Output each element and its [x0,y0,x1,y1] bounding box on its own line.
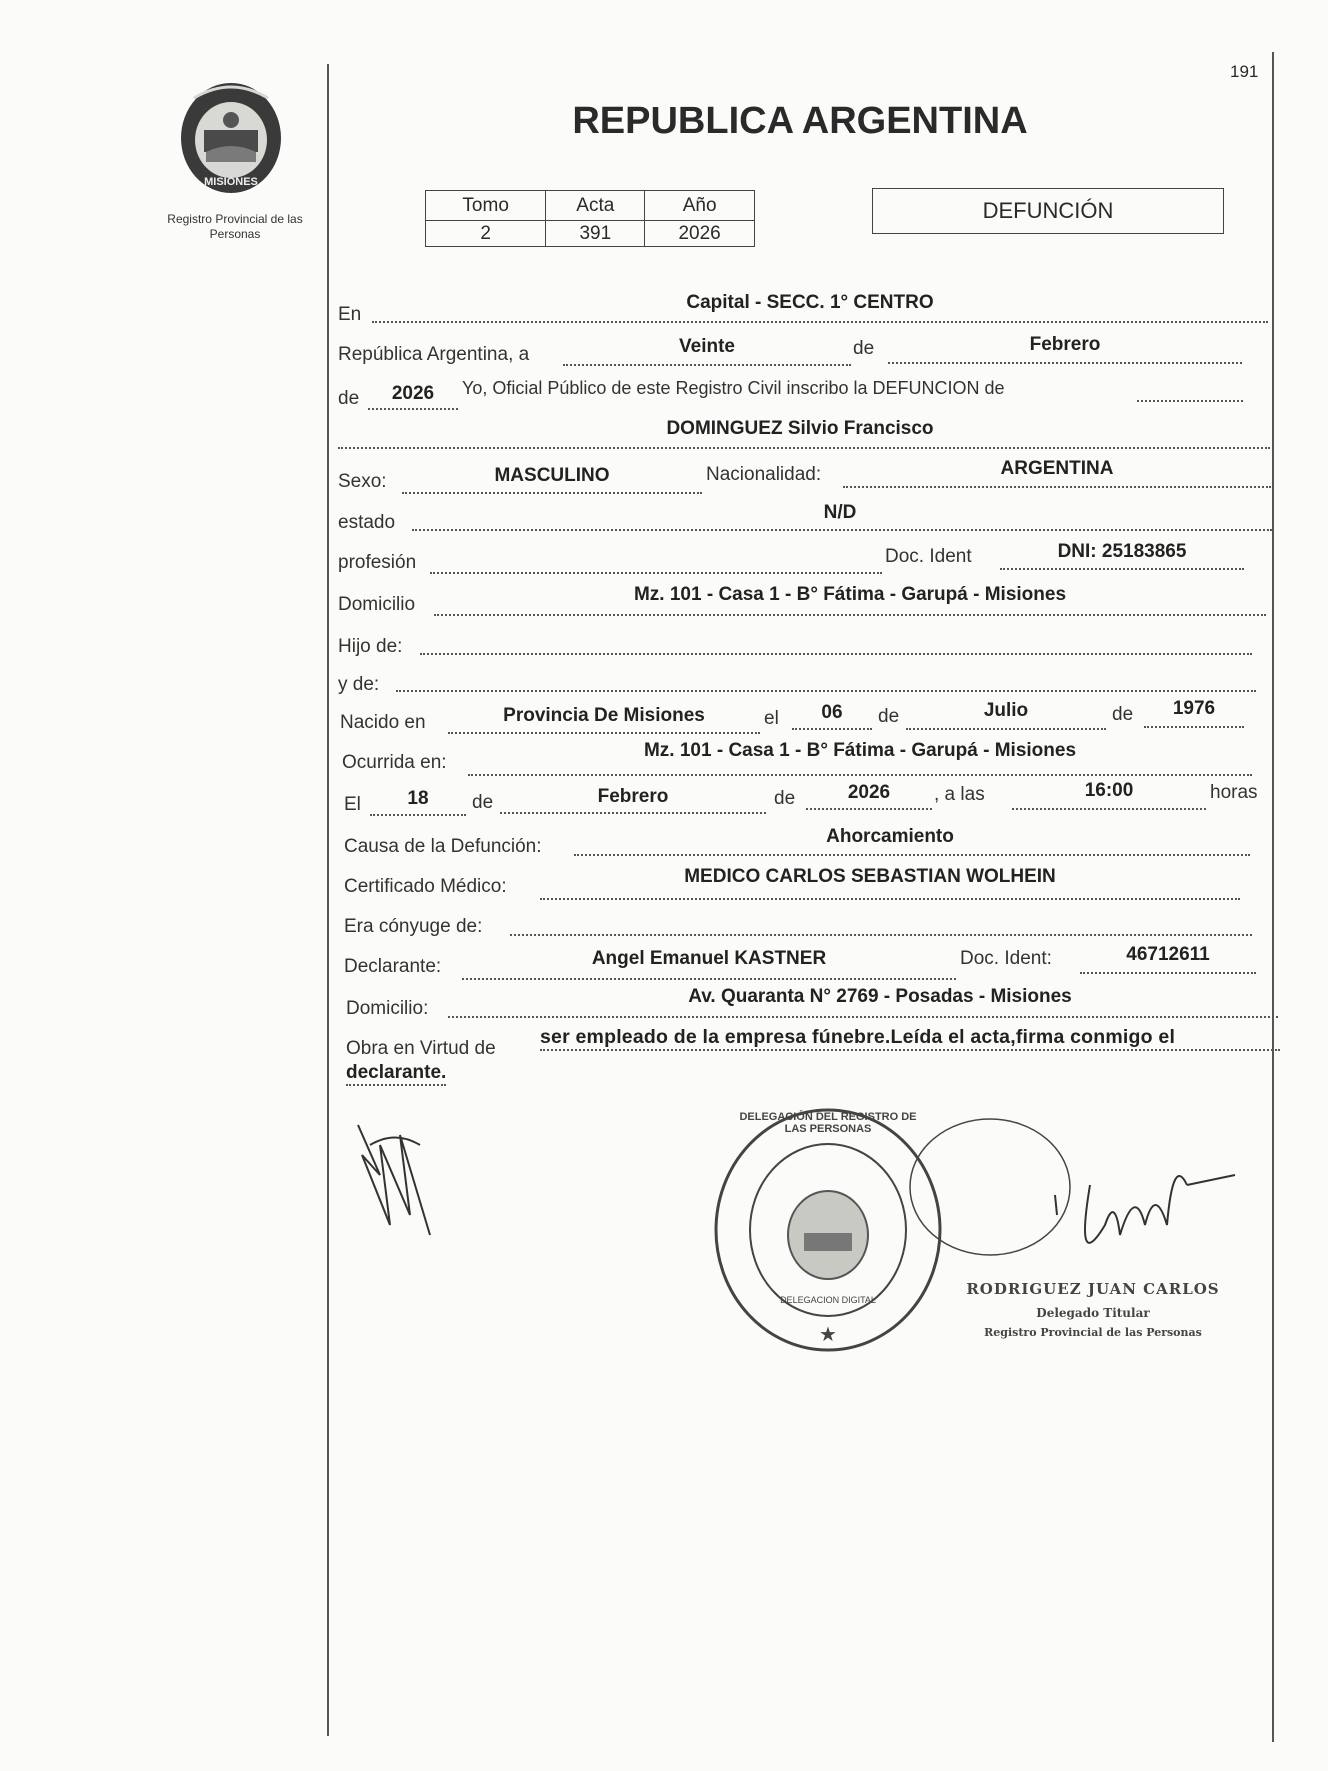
label-estado: estado [338,512,396,533]
label-domicilio-2: Domicilio: [346,998,429,1019]
value-estado: N/D [823,502,857,523]
value-sexo: MASCULINO [494,465,610,486]
line-doc [1000,568,1244,570]
right-margin-rule [1272,52,1274,1742]
label-a-las: , a las [934,784,985,805]
line-ocurrida [468,774,1252,776]
line-fallec-mes [500,812,766,814]
line-anio [368,408,458,410]
stamp-inner-text: DELEGACION DIGITAL [780,1295,876,1305]
label-domicilio: Domicilio [338,594,416,615]
value-fallec-dia: 18 [407,788,429,809]
stamp-ring-text: DELEGACIÓN DEL REGISTRO DE LAS PERSONAS [739,1111,917,1135]
value-nacido-dia: 06 [821,702,843,723]
declarant-signature [350,1115,460,1245]
line-lugar [372,321,1268,323]
label-el-cap: El [344,794,361,815]
label-en: En [338,304,362,325]
value-doc: DNI: 25183865 [1057,541,1187,562]
line-fallec-anio [806,808,932,810]
line-defuncion-de [1137,400,1243,402]
value-nombre: DOMINGUEZ Silvio Francisco [666,418,934,439]
label-certificado: Certificado Médico: [344,876,507,897]
value-anio: 2026 [645,221,755,247]
line-nacido-mes [906,728,1106,730]
value-anio: 2026 [391,383,435,404]
header-anio: Año [645,191,755,221]
value-domicilio: Mz. 101 - Casa 1 - B° Fátima - Garupá - Misiones [633,584,1067,605]
official-name: RODRIGUEZ JUAN CARLOS [966,1280,1220,1298]
value-nacionalidad: ARGENTINA [1000,458,1114,479]
label-de-3: de [878,706,900,727]
line-nacido-lugar [448,732,760,734]
line-profesion [430,572,882,574]
line-declarante-domicilio [448,1016,1278,1018]
value-declarante-domicilio: Av. Quaranta N° 2769 - Posadas - Misiones [688,986,1072,1007]
value-nacido-anio: 1976 [1172,698,1216,719]
label-conyuge: Era cónyuge de: [344,916,483,937]
label-el: el [764,708,779,729]
official-role: Delegado Titular [1036,1306,1150,1320]
label-doc-ident-2: Doc. Ident: [960,948,1052,969]
value-dia: Veinte [679,336,735,357]
label-obra: Obra en Virtud de [346,1038,496,1059]
value-causa: Ahorcamiento [826,826,954,847]
value-fallec-anio: 2026 [847,782,891,803]
value-ocurrida: Mz. 101 - Casa 1 - B° Fátima - Garupá - Misiones [643,740,1077,761]
line-nacionalidad [843,486,1271,488]
label-nacido-en: Nacido en [340,712,426,733]
record-table [425,190,755,247]
label-de-6: de [774,788,796,809]
line-causa [574,854,1250,856]
line-declarante-doc [1080,972,1256,974]
label-horas: horas [1210,782,1258,803]
value-declarante-doc: 46712611 [1126,944,1210,965]
label-de-4: de [1112,704,1134,725]
label-doc-ident: Doc. Ident [885,546,972,567]
label-republica: República Argentina, a [338,344,530,365]
label-sexo: Sexo: [338,471,387,492]
official-office: Registro Provincial de las Personas [984,1326,1202,1339]
label-hijo-de: Hijo de: [338,636,403,657]
value-nacido-mes: Julio [983,700,1029,721]
registry-name: Registro Provincial de las Personas [167,212,303,241]
label-profesion: profesión [338,552,417,573]
line-fallec-dia [370,814,466,816]
official-signature [905,1115,1245,1265]
value-declarante: Angel Emanuel KASTNER [591,948,827,969]
line-hora [1012,808,1206,810]
line-domicilio [434,614,1266,616]
label-yo: Yo, Oficial Público de este Registro Civil inscribo la DEFUNCION de [462,378,1005,398]
value-certificado: MEDICO CARLOS SEBASTIAN WOLHEIN [684,866,1056,887]
label-declarante: Declarante: [344,956,442,977]
doc-type-box [872,188,1224,234]
value-tomo: 2 [426,221,546,247]
header-acta: Acta [546,191,645,221]
line-declarante [462,978,956,980]
svg-text:★: ★ [819,1324,837,1346]
value-hora: 16:00 [1084,780,1134,801]
line-nombre [338,447,1270,449]
line-nacido-dia [792,728,872,730]
label-de-5: de [472,792,494,813]
header-tomo: Tomo [426,191,546,221]
page-number: 191 [1230,62,1259,81]
label-y-de: y de: [338,674,380,695]
value-acta: 391 [546,221,645,247]
left-margin-rule [327,64,329,1736]
value-obra-line1: ser empleado de la empresa fúnebre.Leída el acta,firma conmigo el [540,1026,1280,1051]
line-certificado [540,898,1240,900]
logo-label: MISIONES [204,176,258,188]
line-nacido-anio [1144,726,1244,728]
label-causa: Causa de la Defunción: [344,836,542,857]
line-y-de [396,690,1256,692]
value-mes: Febrero [1029,334,1101,355]
line-hijo-de [420,653,1252,655]
line-conyuge [510,934,1252,936]
label-nacionalidad: Nacionalidad: [706,464,822,485]
line-estado [412,529,1272,531]
doc-type: DEFUNCIÓN [982,198,1114,223]
line-dia [563,364,851,366]
line-mes [888,362,1242,364]
value-fallec-mes: Febrero [597,786,669,807]
value-lugar: Capital - SECC. 1° CENTRO [686,292,934,313]
document-title: REPUBLICA ARGENTINA [572,100,1028,142]
value-obra-line2: declarante. [346,1062,446,1086]
label-de-1: de [853,338,875,359]
label-ocurrida-en: Ocurrida en: [342,752,447,773]
value-nacido-lugar: Provincia De Misiones [503,705,705,726]
label-de-2: de [338,388,360,409]
line-sexo [402,492,702,494]
province-logo [176,78,286,196]
